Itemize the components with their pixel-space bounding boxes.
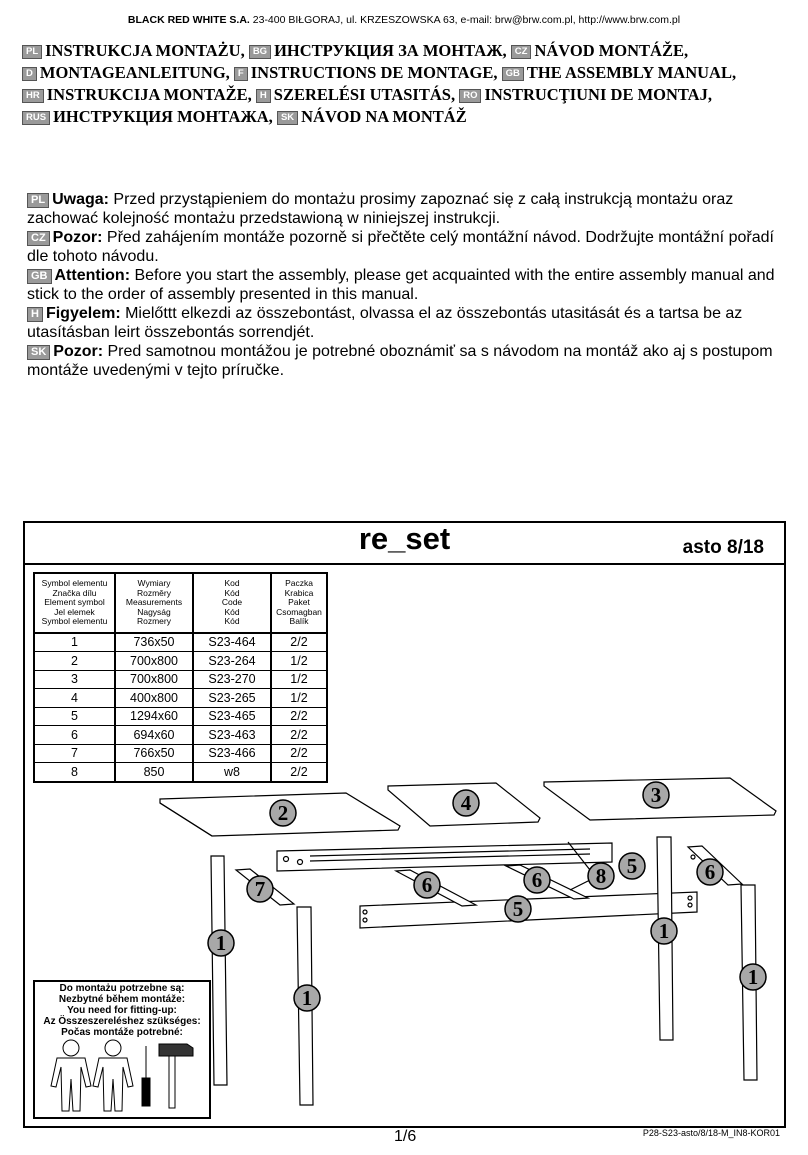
table-cell: 2/2 bbox=[271, 633, 327, 652]
language-badge: H bbox=[27, 307, 43, 322]
part-callout bbox=[651, 918, 677, 944]
part-callout bbox=[697, 859, 723, 885]
table-cell: 1/2 bbox=[271, 652, 327, 671]
language-badge: H bbox=[256, 89, 271, 103]
part-callout bbox=[453, 790, 479, 816]
language-badge: HR bbox=[22, 89, 44, 103]
language-badge: RO bbox=[459, 89, 481, 103]
table-cell: 736x50 bbox=[115, 633, 193, 652]
parts-header-cell: Paczka Krabica Paket Csomagban Balík bbox=[271, 573, 327, 633]
callout-label: 1 bbox=[747, 965, 759, 989]
title-text: NÁVOD MONTÁŽE, bbox=[534, 41, 689, 60]
warning-text: Przed przystąpieniem do montażu prosimy zapoznać się z całą instrukcją montażu oraz zachować kolejność montażu przedstawioną w niniejszej instrukcji. bbox=[27, 191, 734, 227]
language-badge: D bbox=[22, 67, 37, 81]
table-cell: 2/2 bbox=[271, 763, 327, 782]
title-text: INSTRUKCJA MONTAŻU, bbox=[45, 41, 249, 60]
warning-label: Figyelem: bbox=[45, 305, 121, 322]
callout-label: 4 bbox=[460, 791, 472, 815]
language-badge: PL bbox=[22, 45, 42, 59]
language-badge: CZ bbox=[27, 231, 50, 246]
table-cell: 2/2 bbox=[271, 707, 327, 726]
table-cell: S23-464 bbox=[193, 633, 271, 652]
screwdriver-icon bbox=[142, 1046, 150, 1106]
rail-5-upper-drawing bbox=[277, 843, 612, 871]
callout-label: 2 bbox=[277, 801, 289, 825]
callout-label: 6 bbox=[421, 873, 433, 897]
table-cell: 4 bbox=[34, 689, 115, 708]
callout-label: 8 bbox=[595, 864, 607, 888]
part-callout bbox=[505, 896, 531, 922]
title-text: THE ASSEMBLY MANUAL, bbox=[526, 63, 737, 82]
tools-line: Počas montáže potrebné: bbox=[61, 1027, 183, 1038]
language-badge: CZ bbox=[511, 45, 532, 59]
part-callout bbox=[524, 867, 550, 893]
product-code: asto 8/18 bbox=[682, 537, 764, 558]
language-badge: F bbox=[234, 67, 248, 81]
page-number: 1/6 bbox=[394, 1128, 417, 1145]
title-text: ИНСТРУКЦИЯ МОНТАЖА, bbox=[53, 107, 277, 126]
person-icon bbox=[51, 1040, 91, 1111]
language-badge: PL bbox=[27, 193, 49, 208]
part-callout bbox=[270, 800, 296, 826]
table-cell: S23-466 bbox=[193, 744, 271, 763]
title-text: SZERELÉSI UTASITÁS, bbox=[273, 85, 460, 104]
tools-line: You need for fitting-up: bbox=[67, 1005, 177, 1016]
tools-icons bbox=[35, 982, 209, 1117]
callout-label: 5 bbox=[512, 897, 524, 921]
title-text: INSTRUCTIONS DE MONTAGE, bbox=[250, 63, 502, 82]
warning-label: Pozor: bbox=[52, 229, 103, 246]
table-cell: S23-264 bbox=[193, 652, 271, 671]
callout-label: 1 bbox=[658, 919, 670, 943]
part-callout bbox=[588, 863, 614, 889]
callout-label: 3 bbox=[650, 783, 662, 807]
table-cell: 5 bbox=[34, 707, 115, 726]
callout-label: 6 bbox=[704, 860, 716, 884]
warning-text: Pred samotnou montážou je potrebné oboznámiť sa s návodom na montáž ako aj s postupom montáže uvedenými v tejto príručke. bbox=[27, 343, 773, 379]
table-cell: 766x50 bbox=[115, 744, 193, 763]
part-callout bbox=[740, 964, 766, 990]
language-badge: BG bbox=[249, 45, 271, 59]
company-header: BLACK RED WHITE S.A. 23-400 BIŁGORAJ, ul. KRZESZOWSKA 63, e-mail: brw@brw.com.pl, http://www.brw.com.pl bbox=[127, 14, 681, 26]
table-cell: S23-270 bbox=[193, 670, 271, 689]
parts-header-cell: Kod Kód Code Kód Kód bbox=[193, 573, 271, 633]
table-cell: 700x800 bbox=[115, 652, 193, 671]
warning-text: Mielőttt elkezdi az összebontást, olvassa el az összebontás utasitását és a tartsa be az utasításban leirt összebontás sorrendjét. bbox=[27, 305, 743, 341]
title-text: NÁVOD NA MONTÁŽ bbox=[301, 107, 467, 126]
table-cell: 1294x60 bbox=[115, 707, 193, 726]
part-callout bbox=[643, 782, 669, 808]
language-badge: GB bbox=[502, 67, 524, 81]
person-icon bbox=[93, 1040, 133, 1111]
part-callout bbox=[208, 930, 234, 956]
title-text: INSTRUKCIJA MONTAŽE, bbox=[46, 85, 256, 104]
language-badge: SK bbox=[27, 345, 50, 360]
leg-1-a-drawing bbox=[211, 856, 227, 1085]
title-text: MONTAGEANLEITUNG, bbox=[39, 63, 234, 82]
language-badge: RUS bbox=[22, 111, 50, 125]
table-cell: 2 bbox=[34, 652, 115, 671]
part-callout bbox=[619, 853, 645, 879]
table-cell: 1 bbox=[34, 633, 115, 652]
warning-label: Pozor: bbox=[53, 343, 104, 360]
title-text: INSTRUCŢIUNI DE MONTAJ, bbox=[484, 85, 712, 104]
tools-line: Nezbytné během montáže: bbox=[58, 994, 186, 1005]
warning-label: Attention: bbox=[54, 267, 131, 284]
table-cell: w8 bbox=[193, 763, 271, 782]
parts-header-cell: Symbol elementu Značka dílu Element symbol Jel elemek Symbol elementu bbox=[34, 573, 115, 633]
table-cell: 694x60 bbox=[115, 726, 193, 745]
callout-label: 6 bbox=[531, 868, 543, 892]
table-cell: 2/2 bbox=[271, 726, 327, 745]
tools-line: Az Összeszereléshez szükséges: bbox=[43, 1016, 201, 1027]
table-cell: 7 bbox=[34, 744, 115, 763]
table-cell: 400x800 bbox=[115, 689, 193, 708]
callout-label: 7 bbox=[254, 877, 266, 901]
parts-header-cell: Wymiary Rozměry Measurements Nagyság Rozmery bbox=[115, 573, 193, 633]
title-text: ИНСТРУКЦИЯ ЗА МОНТАЖ, bbox=[274, 41, 511, 60]
table-cell: S23-465 bbox=[193, 707, 271, 726]
product-name: re_set bbox=[358, 521, 451, 556]
table-cell: 3 bbox=[34, 670, 115, 689]
part-callout bbox=[294, 985, 320, 1011]
hammer-icon bbox=[159, 1044, 193, 1108]
table-cell: 8 bbox=[34, 763, 115, 782]
panel-drawings bbox=[160, 778, 776, 1105]
table-cell: 1/2 bbox=[271, 670, 327, 689]
part-callout bbox=[247, 876, 273, 902]
language-badge: SK bbox=[277, 111, 298, 125]
table-cell: S23-463 bbox=[193, 726, 271, 745]
language-badge: GB bbox=[27, 269, 52, 284]
callout-label: 5 bbox=[626, 854, 638, 878]
tools-line: Do montażu potrzebne są: bbox=[59, 983, 185, 994]
warning-text: Before you start the assembly, please get acquainted with the entire assembly manual and stick to the order of assembly presented in this manual. bbox=[27, 267, 775, 303]
table-cell: 1/2 bbox=[271, 689, 327, 708]
table-cell: 6 bbox=[34, 726, 115, 745]
callout-label: 1 bbox=[215, 931, 227, 955]
table-cell: 2/2 bbox=[271, 744, 327, 763]
table-cell: S23-265 bbox=[193, 689, 271, 708]
warning-label: Uwaga: bbox=[52, 191, 109, 208]
table-cell: 850 bbox=[115, 763, 193, 782]
warning-text: Před zahájením montáže pozorně si přečtěte celý montážní návod. Dodržujte montážní pořadí dle tohoto návodu. bbox=[27, 229, 774, 265]
part-callout bbox=[414, 872, 440, 898]
document-reference: P28-S23-asto/8/18-M_IN8-KOR01 bbox=[642, 1128, 780, 1138]
table-cell: 700x800 bbox=[115, 670, 193, 689]
callout-label: 1 bbox=[301, 986, 313, 1010]
tools-needed-box bbox=[33, 980, 211, 1119]
